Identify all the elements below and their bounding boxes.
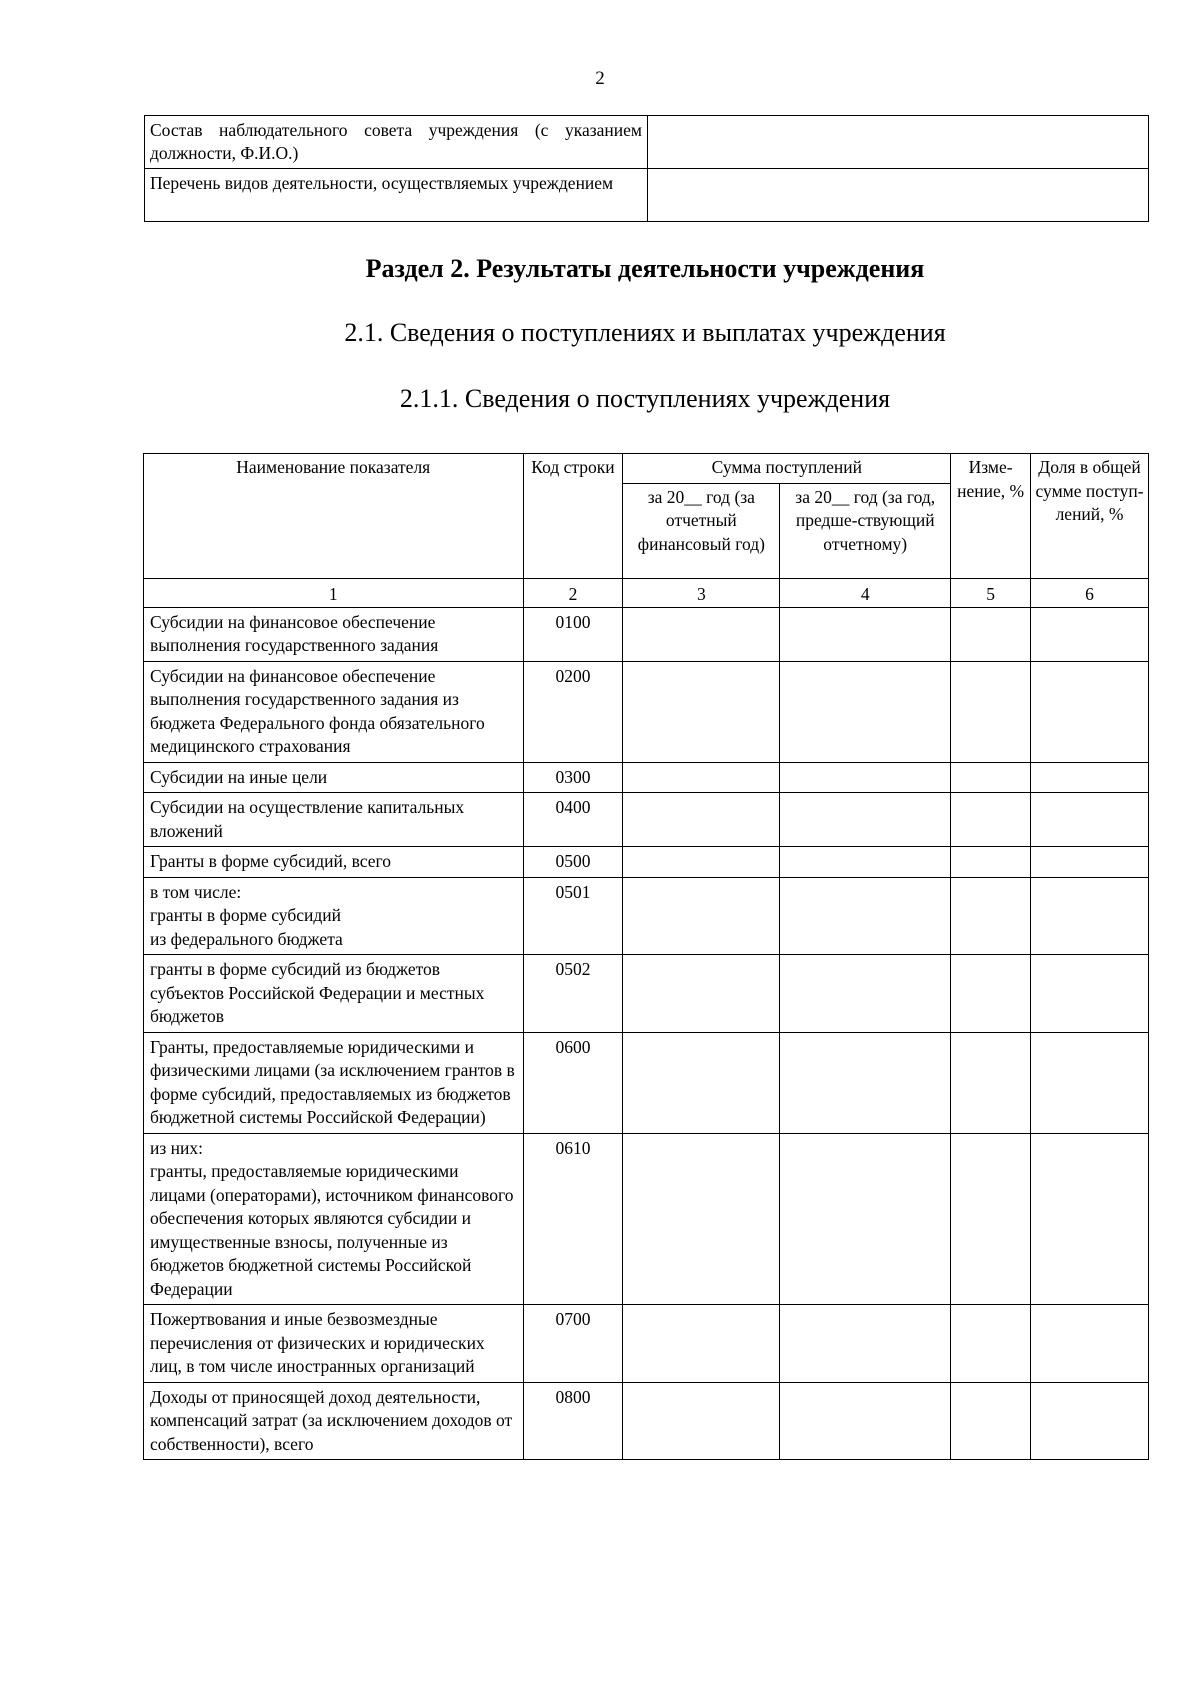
institution-info-table bbox=[144, 115, 1149, 222]
cell-current-year bbox=[623, 1305, 780, 1383]
cell-previous-year bbox=[780, 847, 951, 878]
row-code: 0600 bbox=[523, 1032, 623, 1133]
cell-share bbox=[1031, 793, 1149, 847]
table-row bbox=[144, 793, 1149, 847]
row-code: 0700 bbox=[523, 1305, 623, 1383]
cell-previous-year bbox=[780, 1305, 951, 1383]
cell-previous-year bbox=[780, 661, 951, 762]
cell-share bbox=[1031, 1305, 1149, 1383]
cell-share bbox=[1031, 1133, 1149, 1305]
cell-previous-year bbox=[780, 1382, 951, 1460]
table-row bbox=[144, 877, 1149, 955]
header-indicator-name: Наименование показателя bbox=[144, 454, 524, 579]
info-value-activities bbox=[648, 169, 1149, 222]
row-indicator-name: Гранты, предоставляемые юридическими и физическими лицами (за исключением грантов в форме субсидий, предоставляемых из бюджетов бюджетной системы Российской Федерации) bbox=[144, 1032, 524, 1133]
table-row bbox=[144, 847, 1149, 878]
cell-change bbox=[951, 793, 1031, 847]
cell-change bbox=[951, 877, 1031, 955]
cell-previous-year bbox=[780, 762, 951, 793]
cell-current-year bbox=[623, 1133, 780, 1305]
row-indicator-name: Субсидии на финансовое обеспечение выполнения государственного задания bbox=[144, 607, 524, 661]
table-row bbox=[144, 762, 1149, 793]
column-number: 6 bbox=[1031, 578, 1149, 607]
cell-previous-year bbox=[780, 1133, 951, 1305]
header-previous-year: за 20__ год (за год, предше-ствующий отчетному) bbox=[780, 483, 951, 578]
cell-change bbox=[951, 607, 1031, 661]
cell-previous-year bbox=[780, 1032, 951, 1133]
info-row bbox=[145, 116, 1149, 169]
cell-share bbox=[1031, 1032, 1149, 1133]
cell-current-year bbox=[623, 877, 780, 955]
header-row-code: Код строки bbox=[523, 454, 623, 579]
cell-share bbox=[1031, 661, 1149, 762]
row-indicator-name: Гранты в форме субсидий, всего bbox=[144, 847, 524, 878]
cell-change bbox=[951, 1305, 1031, 1383]
cell-current-year bbox=[623, 955, 780, 1033]
cell-current-year bbox=[623, 1032, 780, 1133]
cell-change bbox=[951, 762, 1031, 793]
row-code: 0502 bbox=[523, 955, 623, 1033]
cell-current-year bbox=[623, 607, 780, 661]
info-label-activities: Перечень видов деятельности, осуществляемых учреждением bbox=[145, 169, 648, 222]
row-code: 0300 bbox=[523, 762, 623, 793]
column-number: 3 bbox=[623, 578, 780, 607]
row-indicator-name: Субсидии на осуществление капитальных вложений bbox=[144, 793, 524, 847]
page-number: 2 bbox=[595, 68, 605, 89]
table-row bbox=[144, 1382, 1149, 1460]
cell-change bbox=[951, 955, 1031, 1033]
cell-current-year bbox=[623, 793, 780, 847]
cell-share bbox=[1031, 762, 1149, 793]
subsubsection-title: 2.1.1. Сведения о поступлениях учреждения bbox=[399, 384, 891, 413]
cell-change bbox=[951, 1032, 1031, 1133]
row-indicator-name: из них: гранты, предоставляемые юридическими лицами (операторами), источником финансового обеспечения которых являются субсидии и имущественные взносы, полученные из бюджетов бюджетной системы Российской Федерации bbox=[144, 1133, 524, 1305]
info-row bbox=[145, 169, 1149, 222]
row-code: 0500 bbox=[523, 847, 623, 878]
table-row bbox=[144, 661, 1149, 762]
column-number: 1 bbox=[144, 578, 524, 607]
table-row bbox=[144, 1032, 1149, 1133]
cell-current-year bbox=[623, 847, 780, 878]
row-code: 0610 bbox=[523, 1133, 623, 1305]
row-code: 0501 bbox=[523, 877, 623, 955]
info-label-supervisory-board: Состав наблюдательного совета учреждения (с указанием должности, Ф.И.О.) bbox=[145, 116, 648, 169]
cell-previous-year bbox=[780, 955, 951, 1033]
subsection-title: 2.1. Сведения о поступлениях и выплатах учреждения bbox=[344, 318, 946, 347]
column-number: 4 bbox=[780, 578, 951, 607]
cell-share bbox=[1031, 877, 1149, 955]
table-row bbox=[144, 607, 1149, 661]
header-share: Доля в общей сумме поступ-лений, % bbox=[1031, 454, 1149, 579]
row-code: 0800 bbox=[523, 1382, 623, 1460]
cell-previous-year bbox=[780, 793, 951, 847]
row-indicator-name: Субсидии на иные цели bbox=[144, 762, 524, 793]
row-indicator-name: гранты в форме субсидий из бюджетов субъектов Российской Федерации и местных бюджетов bbox=[144, 955, 524, 1033]
table-row bbox=[144, 1133, 1149, 1305]
section-title: Раздел 2. Результаты деятельности учреждения bbox=[365, 254, 925, 283]
cell-share bbox=[1031, 955, 1149, 1033]
cell-current-year bbox=[623, 762, 780, 793]
row-code: 0200 bbox=[523, 661, 623, 762]
cell-previous-year bbox=[780, 607, 951, 661]
receipts-table bbox=[143, 453, 1149, 1460]
table-row bbox=[144, 1305, 1149, 1383]
info-value-supervisory-board bbox=[648, 116, 1149, 169]
cell-change bbox=[951, 1382, 1031, 1460]
row-code: 0100 bbox=[523, 607, 623, 661]
cell-change bbox=[951, 1133, 1031, 1305]
row-indicator-name: в том числе: гранты в форме субсидий из федерального бюджета bbox=[144, 877, 524, 955]
cell-share bbox=[1031, 1382, 1149, 1460]
cell-share bbox=[1031, 607, 1149, 661]
cell-previous-year bbox=[780, 877, 951, 955]
column-numbers-row bbox=[144, 578, 1149, 607]
cell-share bbox=[1031, 847, 1149, 878]
column-number: 5 bbox=[951, 578, 1031, 607]
cell-current-year bbox=[623, 661, 780, 762]
header-current-year: за 20__ год (за отчетный финансовый год) bbox=[623, 483, 780, 578]
cell-change bbox=[951, 661, 1031, 762]
row-indicator-name: Субсидии на финансовое обеспечение выполнения государственного задания из бюджета Федерального фонда обязательного медицинского страхования bbox=[144, 661, 524, 762]
header-change: Изме-нение, % bbox=[951, 454, 1031, 579]
column-number: 2 bbox=[523, 578, 623, 607]
row-indicator-name: Пожертвования и иные безвозмездные перечисления от физических и юридических лиц, в том числе иностранных организаций bbox=[144, 1305, 524, 1383]
header-receipts-sum: Сумма поступлений bbox=[623, 454, 951, 484]
cell-change bbox=[951, 847, 1031, 878]
row-code: 0400 bbox=[523, 793, 623, 847]
table-header-row bbox=[144, 454, 1149, 484]
cell-current-year bbox=[623, 1382, 780, 1460]
row-indicator-name: Доходы от приносящей доход деятельности, компенсаций затрат (за исключением доходов от собственности), всего bbox=[144, 1382, 524, 1460]
table-row bbox=[144, 955, 1149, 1033]
